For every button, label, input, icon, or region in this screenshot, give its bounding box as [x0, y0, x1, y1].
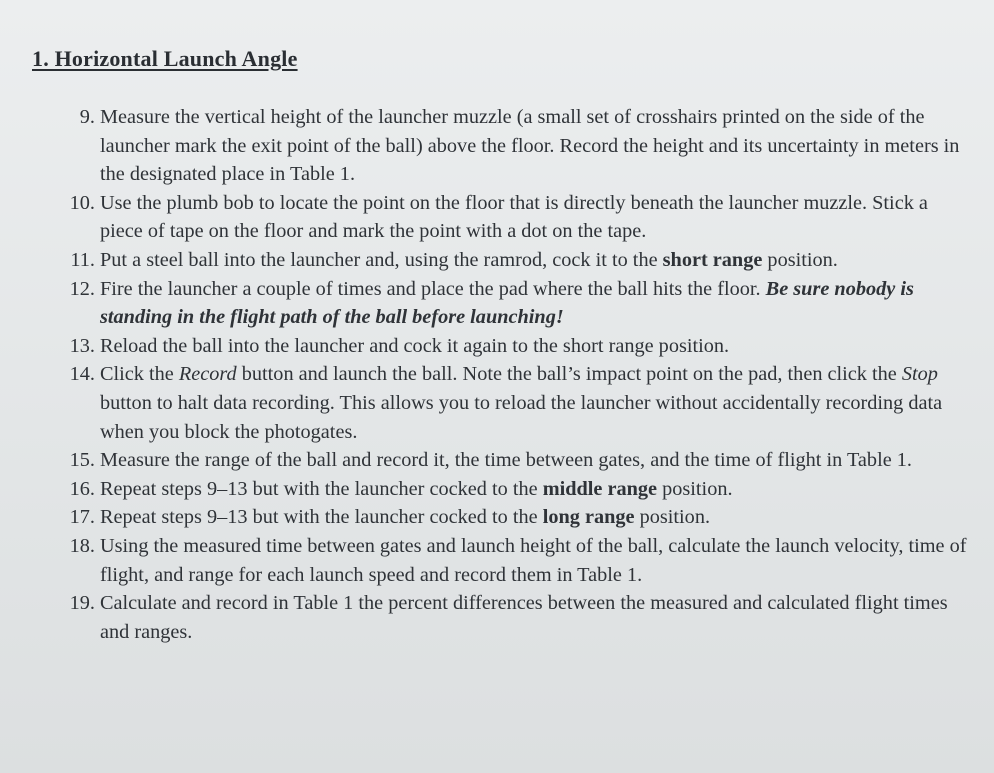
step-text: [100, 446, 968, 475]
text-run: Repeat steps 9–13 but with the launcher cocked to the: [100, 477, 543, 500]
text-run: Repeat steps 9–13 but with the launcher cocked to the: [100, 506, 543, 529]
text-run: Fire the launcher a couple of times and place the pad where the ball hits the floor.: [100, 277, 766, 300]
step-item: [58, 189, 968, 246]
step-number: 12.: [69, 277, 95, 300]
step-text: [100, 275, 968, 332]
emphasized-text: Be sure nobody is standing in the flight path of the ball before launching!: [100, 277, 914, 329]
step-number: 18.: [69, 534, 95, 557]
step-number: 14.: [69, 363, 95, 386]
step-text: [100, 332, 968, 361]
procedure-steps-list: [58, 103, 968, 646]
step-item: [58, 103, 968, 189]
step-text: [100, 189, 968, 246]
step-item: [58, 246, 968, 275]
step-number: 10.: [69, 191, 95, 214]
step-number: 19.: [69, 592, 95, 615]
emphasized-text: Stop: [901, 363, 938, 386]
step-item: [58, 275, 968, 332]
step-text: [100, 360, 968, 446]
text-run: button to halt data recording. This allows you to reload the launcher without accidentally recording data when you block the photogates.: [100, 391, 943, 443]
text-run: position.: [657, 477, 733, 500]
step-item: [58, 360, 968, 446]
step-item: [58, 332, 968, 361]
emphasized-text: Record: [178, 363, 237, 386]
text-run: Reload the ball into the launcher and cock it again to the short range position.: [100, 334, 730, 357]
emphasized-text: middle range: [542, 477, 658, 500]
step-number: 11.: [70, 248, 95, 271]
step-number: 17.: [69, 506, 95, 529]
step-item: [58, 503, 968, 532]
text-run: Measure the range of the ball and record it, the time between gates, and the time of flight in Table 1.: [100, 449, 912, 472]
text-run: Use the plumb bob to locate the point on the floor that is directly beneath the launcher muzzle. Stick a piece of tape on the floor and mark the point with a dot on the tape.: [100, 191, 928, 243]
step-item: [58, 475, 968, 504]
emphasized-text: short range: [662, 248, 763, 271]
step-item: [58, 532, 968, 589]
step-text: [100, 103, 968, 189]
text-run: Put a steel ball into the launcher and, using the ramrod, cock it to the: [100, 248, 663, 271]
text-run: Measure the vertical height of the launcher muzzle (a small set of crosshairs printed on the side of the launcher mark the exit point of the ball) above the floor. Record the height and its uncertainty in meters in the designated place in Table 1.: [100, 106, 960, 186]
text-run: Click the: [100, 363, 179, 386]
step-text: [100, 532, 968, 589]
step-text: [100, 503, 968, 532]
step-number: 16.: [69, 477, 95, 500]
text-run: Calculate and record in Table 1 the percent differences between the measured and calculated flight times and ranges.: [100, 592, 948, 643]
text-run: position.: [634, 506, 711, 529]
step-number: 13.: [69, 334, 95, 357]
step-text: [100, 246, 968, 275]
step-item: [58, 589, 968, 646]
step-text: [100, 589, 968, 646]
step-number: 15.: [69, 449, 95, 472]
text-run: Using the measured time between gates and launch height of the ball, calculate the launch velocity, time of flight, and range for each launch speed and record them in Table 1.: [100, 534, 967, 586]
step-text: [100, 475, 968, 504]
emphasized-text: long range: [542, 506, 635, 529]
text-run: position.: [762, 248, 838, 271]
text-run: button and launch the ball. Note the ball’s impact point on the pad, then click the: [236, 363, 902, 386]
step-number: 9.: [79, 106, 95, 128]
step-item: [58, 446, 968, 475]
section-heading: 1. Horizontal Launch Angle: [32, 46, 298, 71]
